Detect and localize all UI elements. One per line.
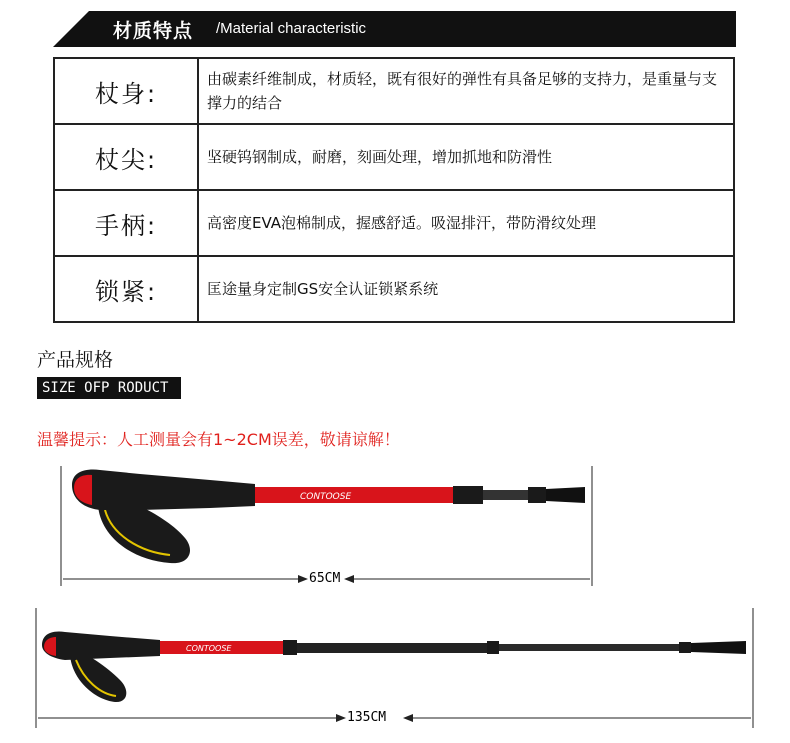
svg-text:CONTOOSE: CONTOOSE bbox=[186, 644, 232, 653]
pole-extended-length-label: 135CM bbox=[347, 710, 387, 725]
header-title: 材质特点 bbox=[113, 20, 194, 42]
spec-value: 匡途量身定制GS安全认证锁紧系统 bbox=[198, 256, 734, 322]
header-subtitle: /Material characteristic bbox=[216, 20, 367, 37]
spec-key: 杖身: bbox=[54, 58, 198, 124]
spec-key: 手柄: bbox=[54, 190, 198, 256]
svg-text:CONTOOSE: CONTOOSE bbox=[300, 492, 352, 502]
pole-extended-image bbox=[36, 608, 753, 728]
spec-key: 锁紧: bbox=[54, 256, 198, 322]
size-section-title: 产品规格 bbox=[37, 349, 114, 371]
pole-collapsed-image bbox=[61, 466, 592, 586]
pole-collapsed-length-label: 65CM bbox=[309, 571, 341, 586]
size-section-badge: SIZE OFP RODUCT bbox=[37, 377, 181, 399]
spec-value: 由碳素纤维制成，材质轻，既有很好的弹性有具备足够的支持力，是重量与支撑力的结合 bbox=[198, 58, 734, 124]
measurement-notice: 温馨提示：人工测量会有1~2CM误差，敬请谅解！ bbox=[37, 430, 400, 449]
spec-value: 高密度EVA泡棉制成，握感舒适。吸湿排汗，带防滑纹处理 bbox=[198, 190, 734, 256]
spec-value: 坚硬钨钢制成，耐磨，刻画处理，增加抓地和防滑性 bbox=[198, 124, 734, 190]
spec-key: 杖尖: bbox=[54, 124, 198, 190]
